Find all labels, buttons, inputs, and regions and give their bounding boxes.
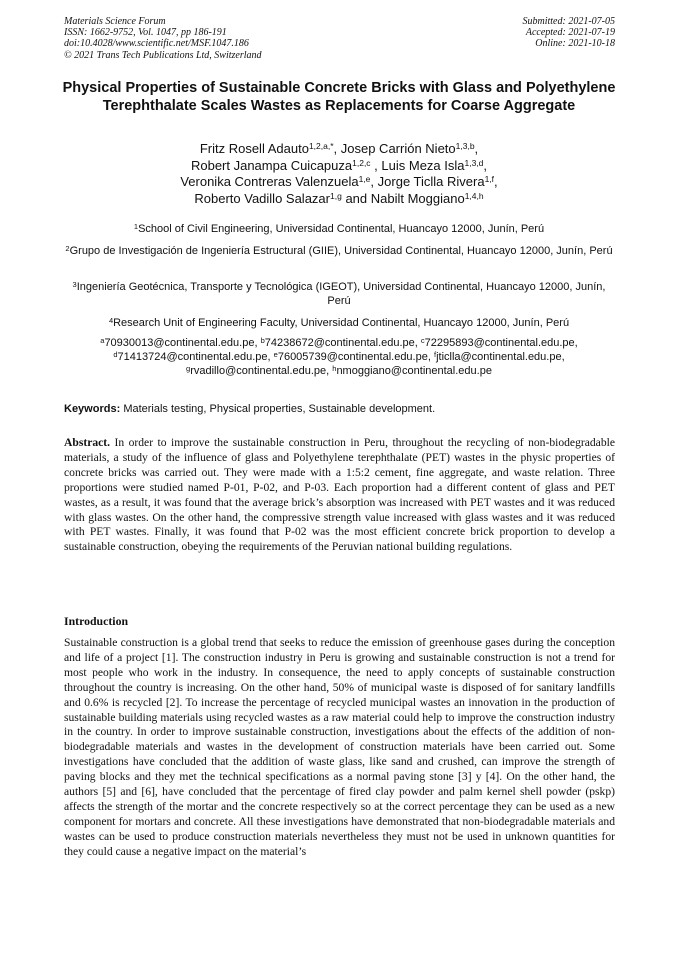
journal-doi: doi:10.4028/www.scientific.net/MSF.1047.186 [64,38,249,50]
author: Jorge Ticlla Rivera$^{1,f}$ [377,174,495,189]
keywords-label: Keywords: [64,403,121,415]
author: Josep Carrión Nieto$^{1,3,b}$ [340,141,475,156]
keywords [64,402,616,416]
keywords-text: Materials testing, Physical properties, Sustainable development. [123,403,436,415]
author: Nabilt Moggiano$^{1,4,h}$ [370,190,484,206]
email: $^e$76005739@continental.edu.pe [273,350,428,363]
email: $^f$jticlla@continental.edu.pe [433,350,562,363]
author: Roberto Vadillo Salazar$^{1,g}$ [194,190,342,206]
journal-name: Materials Science Forum [64,16,166,27]
date-accepted: Accepted: 2021-07-19 [525,27,615,39]
abstract-text: In order to improve the sustainable construction in Peru, throughout the recycling of non-biodegradable materials, a study of the influence of glass and Polyethylene terephthalate (PET) wastes in the physic properties of concrete bricks was carried out. They were made with a 1:5:2 cement, fine aggregate, and waste relation. Three proportions were studied named P-01, P-02, and P-03. Each proportion had a different content of glass and PET wastes, as a result, it was found that the average brick’s absorption was increased with PET wastes and it was reduced with glass wastes. On the other hand, the compressive strength value increased with glass wastes and it was reduced with PET wastes. Finally, it was found that P-02 was the most efficient concrete brick proportion to develop a sustainable construction, obeying the requirements of the Peruvian national building regulations. [64,436,615,554]
affiliation: $^4$Research Unit of Engineering Faculty, Universidad Continental, Huancayo 12000, Junín, Perú [108,316,570,329]
email: $^g$rvadillo@continental.edu.pe [186,364,327,377]
email: $^h$nmoggiano@continental.edu.pe [332,364,492,377]
email: $^d$71413724@continental.edu.pe [113,350,268,363]
affiliation: $^3$Ingeniería Geotécnica, Transporte y Tecnológica (IGEOT), Universidad Continental, Huancayo 12000, Junín, Perú [72,280,606,307]
email: $^b$74238672@continental.edu.pe [260,336,415,349]
journal-issn: ISSN: 1662-9752, Vol. 1047, pp 186-191 [64,27,227,39]
dates-header [523,16,616,50]
section-heading: Introduction [64,614,129,628]
email: $^c$72295893@continental.edu.pe [420,336,575,349]
author: Luis Meza Isla$^{1,3,d}$ [381,157,484,173]
author: Fritz Rosell Adauto$^{1,2,a,*}$ [199,141,334,156]
date-online: Online: 2021-10-18 [535,38,615,50]
date-submitted: Submitted: 2021-07-05 [522,16,615,27]
journal-copyright: © 2021 Trans Tech Publications Ltd, Switzerland [64,49,262,61]
introduction-text: Sustainable construction is a global trend that seeks to reduce the emission of greenhouse gases during the conception and life of a project [1]. The construction industry in Peru is growing and sustainable construction is not a trend for most people who work in the industry. In consequence, the need to apply concepts of sustainable construction throughout the country is increasing. On the other hand, 50% of municipal waste is disposed of for sanitary landfills and 0.6% is recycled [2]. To increase the percentage of recycled municipal wastes an innovation in the production of sustainable building materials using recycled wastes as a raw material could help to improve the construction industry in the country. In order to improve sustainable construction, investigations about the effects of the addition of non-biodegradable materials and wastes in the development of construction materials have been carried out. Some investigations have concluded that the addition of waste glass, like sand and crushed, can improve the strength of paving blocks and they met the technical specifications as a normal paving stone [3] y [4]. On the other hand, the authors [5] and [6], have concluded that the percentage of fired clay powder and palm kernel shell powder (pskp) affects the strength of the mortar and the concrete respectively so at the correct percentage they can be used as a new component for mortars and concrete. All these investigations have demonstrated that non-biodegradable materials and wastes can be used to produce construction materials nevertheless they must not be used in unknown quantities for they could cause a negative impact on the material’s [64,636,615,858]
author: Robert Janampa Cuicapuza$^{1,2,c}$ [190,157,371,173]
abstract [64,436,615,555]
affiliation: $^1$School of Civil Engineering, Universidad Continental, Huancayo 12000, Junín, Perú [133,222,545,235]
paper-title: Physical Properties of Sustainable Concrete Bricks with Glass and Polyethylene Terephthalate Scales Wastes as Replacements for Coarse Aggregate [62,80,616,114]
author: Veronika Contreras Valenzuela$^{1,e}$ [180,174,371,189]
email: $^a$70930013@continental.edu.pe [100,336,255,349]
author-list: Fritz Rosell Adauto$^{1,2,a,*}$, Josep Carrión Nieto$^{1,3,b}$, Robert Janampa Cuicapuza$^{1,2,c}$ , Luis Meza Isla$^{1,3,d}$, Veronika Contreras Valenzuela$^{1,e}$, Jorge Ticlla Rivera$^{1,f}$, Roberto Vadillo Salazar$^{1,g}$ and Nabilt Moggiano$^{1,4,h}$ [180,141,498,206]
email-list: $^a$70930013@continental.edu.pe, $^b$74238672@continental.edu.pe, $^c$72295893@continental.edu.pe, $^d$71413724@continental.edu.pe, $^e$76005739@continental.edu.pe, $^f$jticlla@continental.edu.pe, $^g$rvadillo@continental.edu.pe, $^h$nmoggiano@continental.edu.pe [100,336,578,377]
affiliation: $^2$Grupo de Investigación de Ingeniería Estructural (GIIE), Universidad Continental, Huancayo 12000, Junín, Perú [65,244,613,257]
abstract-label: Abstract. [64,436,111,449]
journal-header [64,16,262,61]
